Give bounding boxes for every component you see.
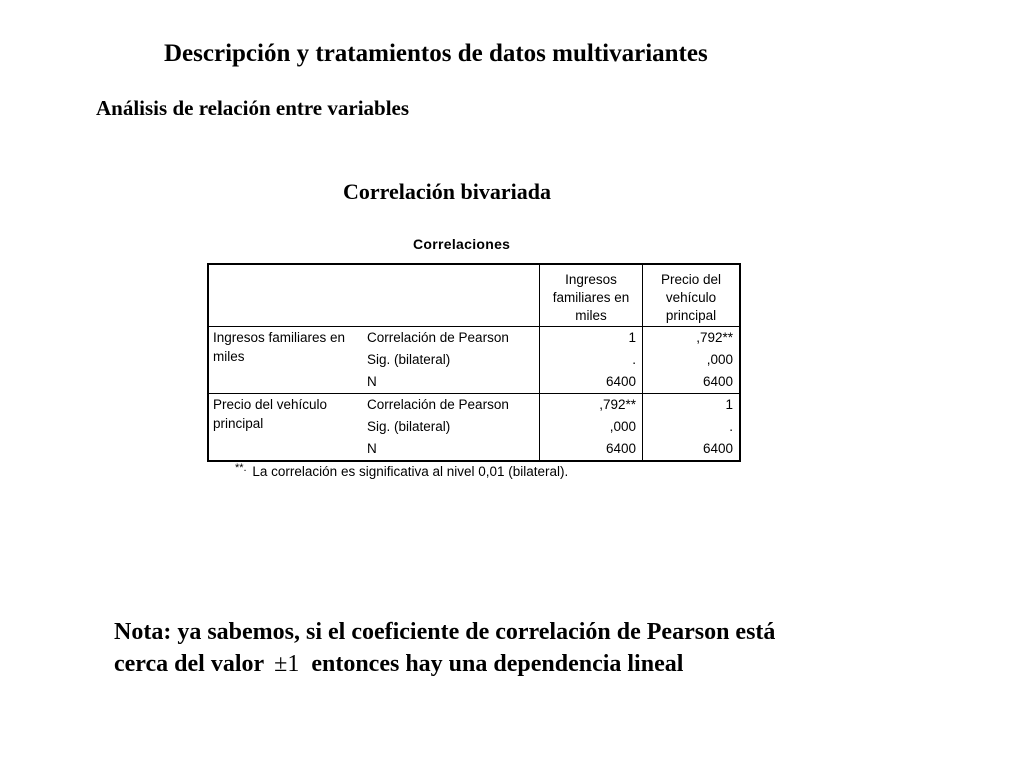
cell-value: ,000: [540, 416, 643, 438]
header-empty-cell: [208, 264, 363, 327]
note-paragraph: [114, 616, 775, 680]
header-empty-cell: [363, 264, 540, 327]
row-variable-ingresos: Ingresos familiares en miles: [208, 327, 363, 394]
table-footnote: [235, 462, 568, 479]
stat-label: N: [367, 374, 377, 389]
stat-label: N: [367, 441, 377, 456]
note-line-2: [114, 648, 775, 680]
plus-minus-one-symbol: ±1: [274, 651, 300, 677]
footnote-mark: **.: [235, 462, 247, 474]
cell-value: .: [643, 416, 741, 438]
footnote-text: La correlación es significativa al nivel 0,01 (bilateral).: [252, 464, 569, 479]
note-line-2-before: cerca del valor: [114, 651, 265, 677]
table-header-row: [208, 264, 740, 327]
header-ingresos: Ingresos familiares en miles: [540, 264, 643, 327]
cell-value: ,792**: [540, 394, 643, 417]
stat-label: Correlación de Pearson: [363, 394, 540, 417]
stat-label: Correlación de Pearson: [363, 327, 540, 350]
correlations-table: [207, 263, 741, 462]
cell-value: .: [540, 349, 643, 371]
cell-value: 6400: [540, 438, 643, 461]
table-row: [208, 327, 740, 350]
cell-value: 6400: [643, 438, 741, 461]
header-precio: Precio del vehículo principal: [643, 264, 741, 327]
section-title: Correlación bivariada: [343, 179, 551, 204]
cell-value: ,000: [643, 349, 741, 371]
cell-value: 6400: [643, 371, 741, 394]
stat-label: Sig. (bilateral): [367, 419, 451, 434]
stat-label: Sig. (bilateral): [367, 352, 451, 367]
table-title: Correlaciones: [413, 236, 511, 252]
cell-value: ,792**: [643, 327, 741, 350]
cell-value: 1: [643, 394, 741, 417]
cell-value: 1: [540, 327, 643, 350]
page-subtitle: Análisis de relación entre variables: [96, 96, 410, 120]
page-title: Descripción y tratamientos de datos multivariantes: [164, 40, 708, 67]
table-row: [208, 394, 740, 417]
note-line-2-after: entonces hay una dependencia lineal: [311, 651, 684, 677]
note-line-1: Nota: ya sabemos, si el coeficiente de correlación de Pearson está: [114, 619, 776, 645]
row-variable-precio: Precio del vehículo principal: [208, 394, 363, 462]
cell-value: 6400: [540, 371, 643, 394]
